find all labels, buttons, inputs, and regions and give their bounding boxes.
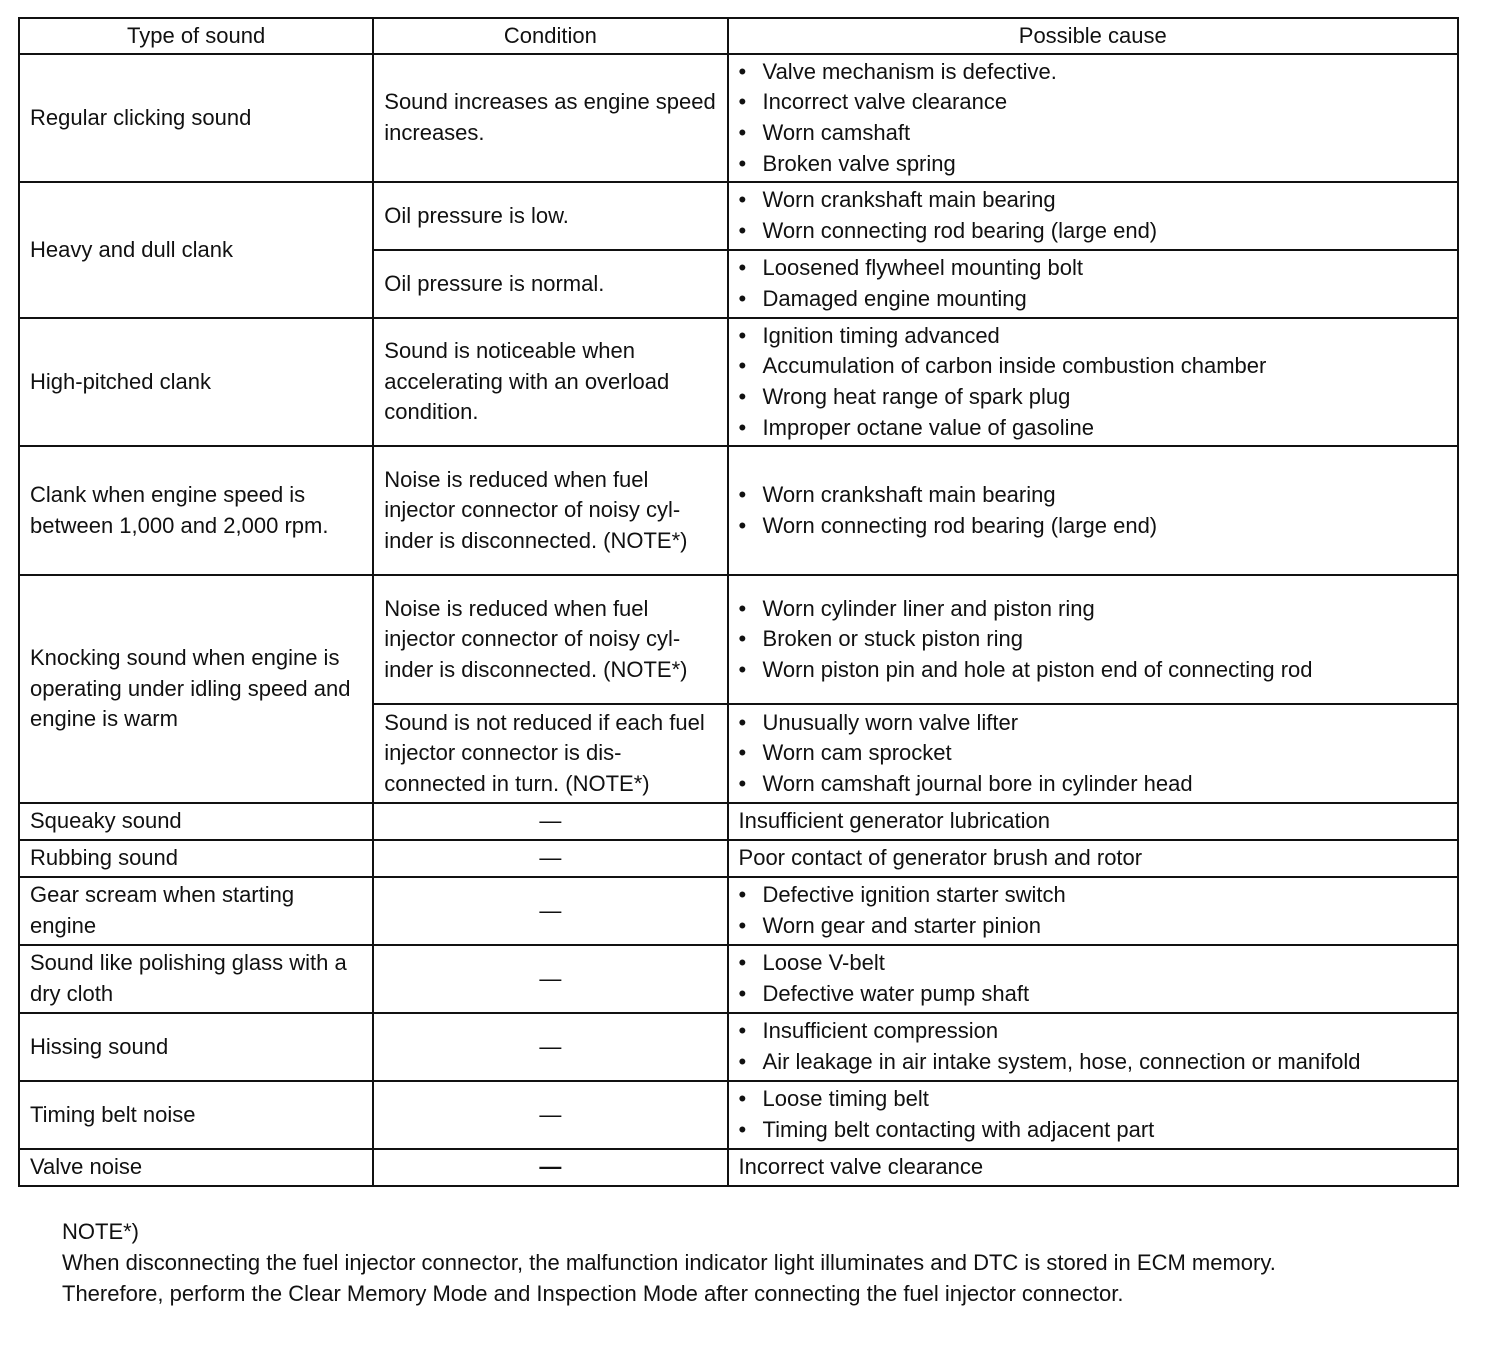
sound-type-cell: High-pitched clank: [19, 318, 373, 446]
cause-item: • Insufficient compression: [739, 1016, 1447, 1047]
cause-item: • Worn gear and starter pinion: [739, 911, 1447, 942]
cause-item: • Defective ignition starter switch: [739, 880, 1447, 911]
cause-cell: [728, 182, 1458, 250]
sound-type-cell: Heavy and dull clank: [19, 182, 373, 318]
sound-type-cell: Rubbing sound: [19, 840, 373, 877]
condition-cell: Sound increases as engine speed increases.: [373, 54, 727, 182]
cause-item: • Defective water pump shaft: [739, 979, 1447, 1010]
cause-cell: [728, 1081, 1458, 1149]
cause-item: • Worn camshaft: [739, 118, 1447, 149]
sound-type-cell: Knocking sound when engine is operating under idling speed and engine is warm: [19, 575, 373, 803]
sound-type-cell: Regular clicking sound: [19, 54, 373, 182]
cause-cell: Insufficient generator lubrication: [728, 803, 1458, 840]
sound-type-cell: Sound like polishing glass with a dry cloth: [19, 945, 373, 1013]
condition-cell: —: [373, 877, 727, 945]
cause-item: • Worn camshaft journal bore in cylinder head: [739, 769, 1447, 800]
condition-cell: —: [373, 1013, 727, 1081]
cause-item: • Timing belt contacting with adjacent part: [739, 1115, 1447, 1146]
sound-type-cell: Squeaky sound: [19, 803, 373, 840]
cause-item: • Broken or stuck piston ring: [739, 624, 1447, 655]
table-row: [19, 54, 1458, 182]
cause-item: • Loose timing belt: [739, 1084, 1447, 1115]
condition-cell: —: [373, 803, 727, 840]
header-type-of-sound: Type of sound: [19, 18, 373, 54]
condition-cell: Oil pressure is low.: [373, 182, 727, 250]
table-row: [19, 1081, 1458, 1149]
cause-item: • Worn piston pin and hole at piston end of connecting rod: [739, 655, 1447, 686]
cause-item: • Improper octane value of gasoline: [739, 413, 1447, 444]
sound-type-cell: Timing belt noise: [19, 1081, 373, 1149]
cause-item: • Worn cylinder liner and piston ring: [739, 594, 1447, 625]
cause-item: • Worn connecting rod bearing (large end): [739, 216, 1447, 247]
cause-cell: [728, 446, 1458, 575]
table-row: [19, 318, 1458, 446]
table-row: [19, 575, 1458, 704]
footnote-line: When disconnecting the fuel injector connector, the malfunction indicator light illuminates and DTC is stored in ECM memory.: [62, 1250, 1276, 1275]
condition-cell: Oil pressure is normal.: [373, 250, 727, 318]
condition-cell: Noise is reduced when fuel injector connector of noisy cyl-inder is disconnected. (NOTE*): [373, 446, 727, 575]
cause-cell: [728, 1013, 1458, 1081]
cause-cell: [728, 250, 1458, 318]
cause-cell: [728, 575, 1458, 704]
cause-cell: [728, 877, 1458, 945]
cause-item: • Worn crankshaft main bearing: [739, 185, 1447, 216]
table-row: [19, 1013, 1458, 1081]
cause-item: • Incorrect valve clearance: [739, 87, 1447, 118]
condition-cell: —: [373, 945, 727, 1013]
cause-item: • Unusually worn valve lifter: [739, 708, 1447, 739]
cause-item: • Damaged engine mounting: [739, 284, 1447, 315]
condition-cell: —: [373, 1149, 727, 1186]
cause-item: • Air leakage in air intake system, hose, connection or manifold: [739, 1047, 1447, 1078]
header-possible-cause: Possible cause: [728, 18, 1458, 54]
sound-type-cell: Gear scream when starting engine: [19, 877, 373, 945]
footnote: [62, 1216, 1482, 1309]
table-row: [19, 446, 1458, 575]
cause-cell: [728, 945, 1458, 1013]
cause-item: • Accumulation of carbon inside combustion chamber: [739, 351, 1447, 382]
condition-cell: Sound is not reduced if each fuel injector connector is dis-connected in turn. (NOTE*): [373, 704, 727, 803]
cause-item: • Worn crankshaft main bearing: [739, 480, 1447, 511]
cause-item: • Valve mechanism is defective.: [739, 57, 1447, 88]
condition-cell: —: [373, 840, 727, 877]
cause-item: • Loosened flywheel mounting bolt: [739, 253, 1447, 284]
cause-item: • Loose V-belt: [739, 948, 1447, 979]
table-row: [19, 1149, 1458, 1186]
condition-cell: Sound is noticeable when accelerating with an overload condition.: [373, 318, 727, 446]
table-row: [19, 840, 1458, 877]
cause-cell: Poor contact of generator brush and rotor: [728, 840, 1458, 877]
cause-cell: [728, 704, 1458, 803]
cause-cell: [728, 318, 1458, 446]
table-row: [19, 182, 1458, 250]
engine-noise-table: [18, 17, 1459, 1187]
sound-type-cell: Valve noise: [19, 1149, 373, 1186]
table-row: [19, 877, 1458, 945]
cause-item: • Worn cam sprocket: [739, 738, 1447, 769]
cause-cell: Incorrect valve clearance: [728, 1149, 1458, 1186]
cause-cell: [728, 54, 1458, 182]
table-row: [19, 803, 1458, 840]
sound-type-cell: Clank when engine speed is between 1,000 and 2,000 rpm.: [19, 446, 373, 575]
cause-item: • Worn connecting rod bearing (large end): [739, 511, 1447, 542]
cause-item: • Wrong heat range of spark plug: [739, 382, 1447, 413]
header-condition: Condition: [373, 18, 727, 54]
condition-cell: Noise is reduced when fuel injector connector of noisy cyl-inder is disconnected. (NOTE*): [373, 575, 727, 704]
condition-cell: —: [373, 1081, 727, 1149]
cause-item: • Ignition timing advanced: [739, 321, 1447, 352]
table-row: [19, 945, 1458, 1013]
sound-type-cell: Hissing sound: [19, 1013, 373, 1081]
footnote-title: NOTE*): [62, 1219, 139, 1244]
cause-item: • Broken valve spring: [739, 149, 1447, 180]
footnote-line: Therefore, perform the Clear Memory Mode and Inspection Mode after connecting the fuel injector connector.: [62, 1281, 1124, 1306]
table-header-row: [19, 18, 1458, 54]
